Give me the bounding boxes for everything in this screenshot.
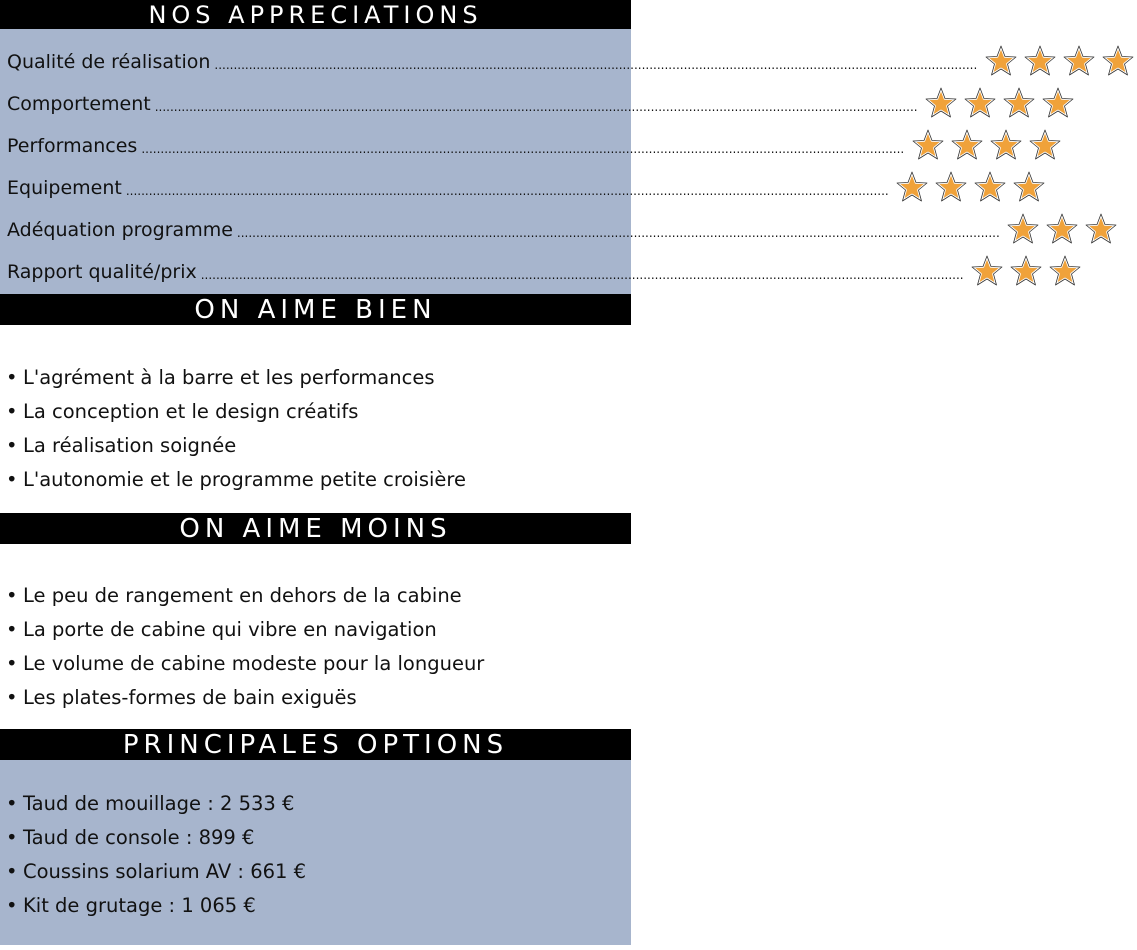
bullet-icon: •	[6, 366, 18, 389]
dislikes-panel	[0, 544, 631, 729]
list-item	[6, 821, 631, 855]
bullet-icon: •	[6, 686, 18, 709]
star-icon	[1098, 44, 1137, 80]
leader-dots: ........................................................................................................................................................................................................	[200, 268, 964, 282]
likes-panel	[0, 325, 631, 513]
ratings-panel	[0, 29, 1000, 294]
rating-row	[0, 209, 1000, 251]
rating-label: Equipement	[7, 177, 122, 199]
dislikes-header	[0, 513, 631, 544]
rating-label: Adéquation programme	[7, 219, 233, 241]
likes-list	[0, 361, 631, 497]
bullet-icon: •	[6, 894, 18, 917]
star-icon	[1043, 212, 1082, 248]
list-item	[6, 579, 631, 613]
star-icon	[1039, 86, 1078, 122]
list-item-text: Coussins solarium AV : 661 €	[23, 860, 307, 883]
star-icon	[971, 170, 1010, 206]
bullet-icon: •	[6, 860, 18, 883]
star-icon	[968, 254, 1007, 290]
rating-row	[0, 83, 918, 125]
options-header	[0, 729, 631, 760]
likes-header	[0, 294, 631, 325]
bullet-icon: •	[6, 652, 18, 675]
star-icon	[1020, 44, 1059, 80]
star-icon	[1007, 254, 1046, 290]
rating-label: Qualité de réalisation	[7, 51, 211, 73]
rating-stars	[981, 44, 1137, 80]
list-item-text: La porte de cabine qui vibre en navigation	[23, 618, 437, 641]
star-icon	[908, 128, 947, 164]
list-item-text: L'agrément à la barre et les performances	[23, 366, 435, 389]
star-icon	[1000, 86, 1039, 122]
rating-stars	[968, 254, 1085, 290]
list-item	[6, 613, 631, 647]
dislikes-list	[0, 579, 631, 715]
list-item-text: L'autonomie et le programme petite croisière	[23, 468, 466, 491]
bullet-icon: •	[6, 434, 18, 457]
star-icon	[1046, 254, 1085, 290]
bullet-icon: •	[6, 468, 18, 491]
list-item	[6, 647, 631, 681]
rating-stars	[893, 170, 1049, 206]
leader-dots: ........................................................................................................................................................................................................	[141, 142, 905, 156]
bullet-icon: •	[6, 400, 18, 423]
star-icon	[1010, 170, 1049, 206]
dislikes-title: ON AIME MOINS	[179, 513, 452, 544]
star-icon	[1082, 212, 1121, 248]
rating-stars	[922, 86, 1078, 122]
bullet-icon: •	[6, 826, 18, 849]
star-icon	[893, 170, 932, 206]
leader-dots: ........................................................................................................................................................................................................	[154, 100, 918, 114]
rating-stars	[908, 128, 1064, 164]
rating-row	[0, 251, 964, 293]
ratings-title: NOS APPRECIATIONS	[148, 0, 483, 29]
star-icon	[932, 170, 971, 206]
bullet-icon: •	[6, 584, 18, 607]
options-list	[0, 787, 631, 923]
list-item-text: Le volume de cabine modeste pour la longueur	[23, 652, 485, 675]
options-title: PRINCIPALES OPTIONS	[122, 729, 509, 760]
list-item	[6, 787, 631, 821]
star-icon	[922, 86, 961, 122]
list-item	[6, 681, 631, 715]
rating-row	[0, 167, 889, 209]
rating-row	[0, 125, 905, 167]
list-item	[6, 395, 631, 429]
bullet-icon: •	[6, 618, 18, 641]
list-item-text: La réalisation soignée	[23, 434, 237, 457]
star-icon	[961, 86, 1000, 122]
likes-title: ON AIME BIEN	[194, 294, 437, 325]
leader-dots: ........................................................................................................................................................................................................	[236, 226, 1000, 240]
list-item-text: Les plates-formes de bain exiguës	[23, 686, 357, 709]
star-icon	[981, 44, 1020, 80]
star-icon	[986, 128, 1025, 164]
list-item-text: La conception et le design créatifs	[23, 400, 359, 423]
list-item-text: Taud de mouillage : 2 533 €	[23, 792, 295, 815]
leader-dots: ........................................................................................................................................................................................................	[125, 184, 889, 198]
bullet-icon: •	[6, 792, 18, 815]
list-item-text: Taud de console : 899 €	[23, 826, 255, 849]
list-item	[6, 855, 631, 889]
ratings-header	[0, 0, 631, 29]
rating-label: Rapport qualité/prix	[7, 261, 197, 283]
star-icon	[1059, 44, 1098, 80]
options-panel	[0, 760, 631, 945]
rating-row	[0, 41, 978, 83]
rating-label: Comportement	[7, 93, 151, 115]
list-item	[6, 889, 631, 923]
list-item	[6, 361, 631, 395]
list-item-text: Kit de grutage : 1 065 €	[23, 894, 256, 917]
list-item	[6, 463, 631, 497]
list-item	[6, 429, 631, 463]
leader-dots: ........................................................................................................................................................................................................	[214, 58, 978, 72]
rating-label: Performances	[7, 135, 138, 157]
star-icon	[947, 128, 986, 164]
rating-stars	[1004, 212, 1121, 248]
list-item-text: Le peu de rangement en dehors de la cabine	[23, 584, 462, 607]
star-icon	[1025, 128, 1064, 164]
star-icon	[1004, 212, 1043, 248]
